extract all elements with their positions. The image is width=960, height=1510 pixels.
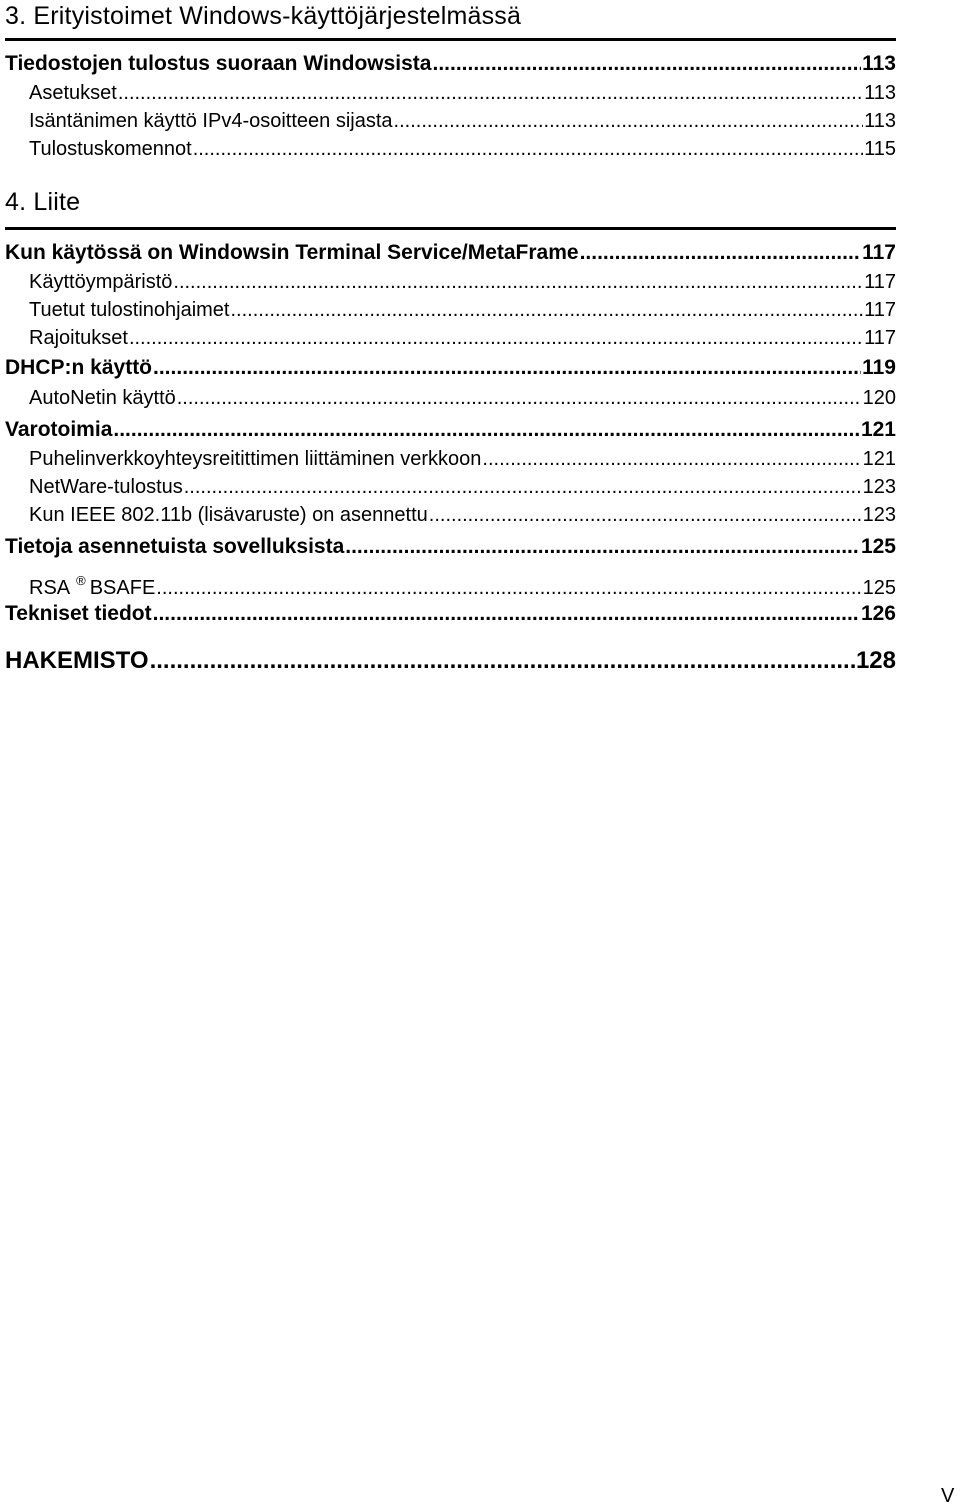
toc-entry-page: 123 [862, 476, 896, 498]
registered-trademark-icon: ® [76, 573, 86, 588]
toc-entry-page: 120 [862, 387, 896, 409]
toc-entry[interactable] [5, 108, 896, 134]
toc-entry-page: 117 [864, 271, 896, 293]
toc-entry-label: Varotoimia [5, 418, 113, 441]
toc-entry-page: 117 [864, 327, 896, 349]
toc-entry-page: 125 [862, 577, 896, 599]
dot-leader [129, 325, 863, 351]
toc-entry[interactable] [5, 601, 896, 627]
toc-entry-page: 117 [864, 299, 896, 321]
toc-entry[interactable] [5, 446, 896, 472]
toc-entry-label: Käyttöympäristö [29, 271, 173, 293]
toc-entry-page: 119 [862, 356, 896, 379]
toc-entry[interactable] [5, 80, 896, 106]
toc-entry-label-part: RSA [29, 577, 71, 599]
dot-leader [432, 51, 861, 77]
toc-entry-page: 115 [864, 138, 896, 160]
toc-entry-label: Tekniset tiedot [5, 602, 152, 625]
dot-leader [580, 240, 862, 266]
toc-entry-page: 125 [860, 535, 896, 558]
dot-leader [429, 502, 862, 528]
toc-entry-label [29, 568, 155, 601]
toc-entry-page: 117 [862, 241, 896, 264]
toc-entry-label: AutoNetin käyttö [29, 387, 176, 409]
toc-entry-label: Rajoitukset [29, 327, 128, 349]
toc-entry-page: 113 [862, 52, 896, 75]
dot-leader [153, 601, 860, 627]
toc-entry[interactable] [5, 355, 896, 381]
toc-entry-page: 113 [864, 82, 896, 104]
toc-entry-label: Tiedostojen tulostus suoraan Windowsista [5, 52, 432, 75]
toc-entry[interactable] [5, 385, 896, 411]
chapter-4-rule [5, 227, 896, 230]
dot-leader [177, 385, 862, 411]
page-number: V [941, 1485, 955, 1507]
dot-leader [113, 417, 860, 443]
chapter-3-rule [5, 38, 896, 41]
toc-entry-label: Tietoja asennetuista sovelluksista [5, 535, 345, 558]
dot-leader [184, 474, 862, 500]
dot-leader [173, 269, 863, 295]
toc-entry-index[interactable] [5, 646, 896, 676]
toc-entry[interactable] [5, 502, 896, 528]
toc-entry-label: Tulostuskomennot [29, 138, 192, 160]
dot-leader [230, 297, 863, 323]
toc-entry-label-part: BSAFE [89, 577, 156, 599]
toc-entry-page: 121 [862, 448, 896, 470]
toc-entry-label: Puhelinverkkoyhteysreitittimen liittäminen verkkoon [29, 448, 482, 470]
toc-entry-page: 126 [860, 602, 896, 625]
toc-entry[interactable] [5, 240, 896, 266]
dot-leader [156, 575, 861, 601]
toc-entry[interactable] [5, 51, 896, 77]
dot-leader [150, 646, 855, 676]
toc-entry-label: Isäntänimen käyttö IPv4-osoitteen sijasta [29, 110, 393, 132]
toc-entry[interactable] [5, 474, 896, 500]
toc-entry-page: 121 [860, 418, 896, 441]
toc-entry[interactable] [5, 297, 896, 323]
toc-entry-label: Kun IEEE 802.11b (lisävaruste) on asennettu [29, 504, 428, 526]
dot-leader [153, 355, 861, 381]
toc-entry-label: DHCP:n käyttö [5, 356, 153, 379]
toc-entry-label: Asetukset [29, 82, 117, 104]
dot-leader [193, 136, 863, 162]
toc-entry-label: Kun käytössä on Windowsin Terminal Service/MetaFrame [5, 241, 579, 264]
toc-entry[interactable] [5, 325, 896, 351]
chapter-4-title: 4. Liite [5, 188, 81, 216]
toc-entry-label: HAKEMISTO [5, 647, 149, 674]
toc-entry-page: 113 [864, 110, 896, 132]
toc-entry-label: NetWare-tulostus [29, 476, 183, 498]
toc-entry-page: 123 [862, 504, 896, 526]
toc-entry[interactable] [5, 417, 896, 443]
toc-entry[interactable] [5, 136, 896, 162]
dot-leader [118, 80, 863, 106]
dot-leader [482, 446, 861, 472]
toc-entry[interactable] [5, 269, 896, 295]
dot-leader [345, 534, 860, 560]
chapter-3-title: 3. Erityistoimet Windows-käyttöjärjestelmässä [5, 2, 522, 30]
dot-leader [394, 108, 864, 134]
toc-entry-page: 128 [855, 647, 896, 674]
toc-entry[interactable] [5, 534, 896, 560]
toc-entry[interactable] [5, 568, 896, 601]
toc-entry-label: Tuetut tulostinohjaimet [29, 299, 230, 321]
